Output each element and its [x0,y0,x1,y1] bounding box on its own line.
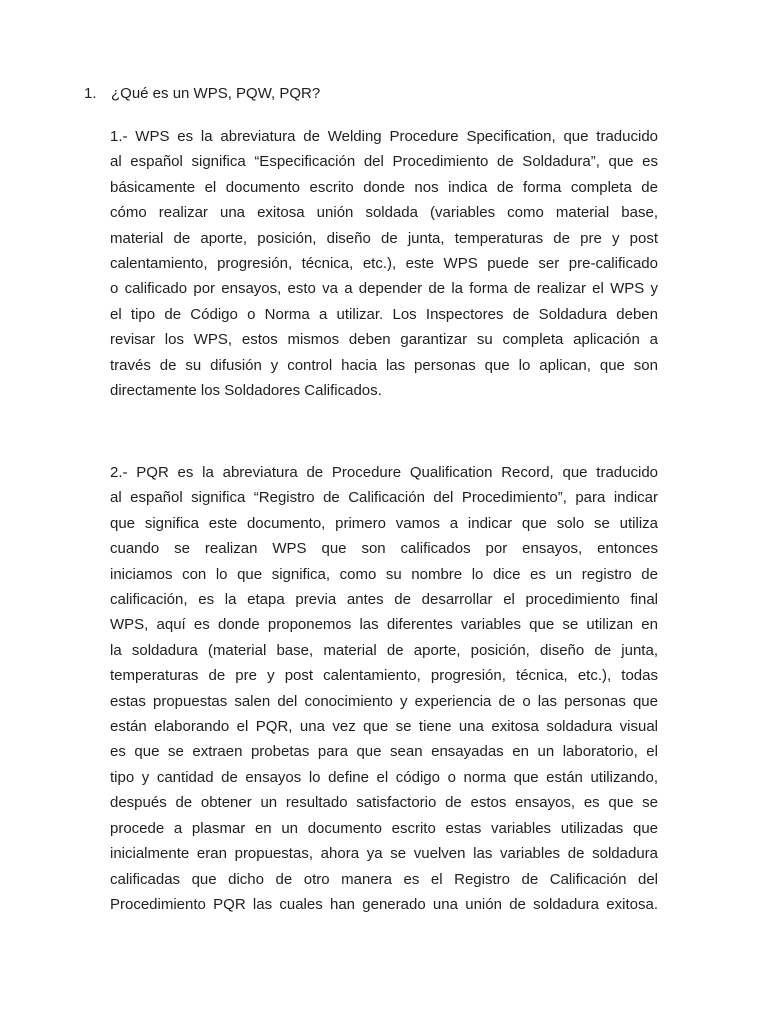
paragraph-line: después de obtener un resultado satisfactorio de estos ensayos, es que se [110,794,658,812]
paragraph-line: calentamiento, progresión, técnica, etc.), este WPS puede ser pre-calificado [110,255,658,273]
paragraph-line: procede a plasmar en un documento escrito estas variables utilizadas que [110,819,658,837]
paragraph-line: la soldadura (material base, material de aporte, posición, diseño de junta, [110,641,658,659]
paragraph-line: el tipo de Código o Norma a utilizar. Los Inspectores de Soldadura deben [110,305,658,323]
paragraph-line: cómo realizar una exitosa unión soldada (variables como material base, [110,204,658,222]
paragraph-line: calificación, es la etapa previa antes de desarrollar el procedimiento final [110,591,658,609]
paragraph-line: 1.- WPS es la abreviatura de Welding Procedure Specification, que traducido [110,128,658,145]
paragraph-line: calificadas que dicho de otro manera es el Registro de Calificación del [110,870,658,888]
paragraph-line: iniciamos con lo que significa, como su nombre lo dice es un registro de [110,565,658,583]
paragraph-line: al español significa “Registro de Calificación del Procedimiento”, para indicar [110,489,658,507]
paragraph-line: tipo y cantidad de ensayos lo define el código o norma que están utilizando, [110,768,658,786]
paragraph-pqr [110,460,658,917]
paragraph-line: estas propuestas salen del conocimiento y experiencia de o las personas que [110,692,658,710]
paragraph-line: WPS, aquí es donde proponemos las diferentes variables que se utilizan en [110,616,658,634]
paragraph-line: cuando se realizan WPS que son calificados por ensayos, entonces [110,540,658,558]
question-number: 1. [84,85,97,102]
paragraph-line: o calificado por ensayos, esto va a depender de la forma de realizar el WPS y [110,280,658,298]
paragraph-line: 2.- PQR es la abreviatura de Procedure Qualification Record, que traducido [110,464,658,481]
paragraph-line: través de su difusión y control hacia las personas que lo aplican, que son [110,356,658,374]
paragraph-line: revisar los WPS, estos mismos deben garantizar su completa aplicación a [110,331,658,349]
paragraph-line: que significa este documento, primero vamos a indicar que solo se utiliza [110,514,658,532]
paragraph-line: material de aporte, posición, diseño de junta, temperaturas de pre y post [110,229,658,247]
paragraph-wps [110,124,658,403]
paragraph-line: es que se extraen probetas para que sean ensayadas en un laboratorio, el [110,743,658,761]
paragraph-line: están elaborando el PQR, una vez que se tiene una exitosa soldadura visual [110,718,658,736]
paragraph-line: inicialmente eran propuestas, ahora ya se vuelven las variables de soldadura [110,845,658,863]
paragraph-line: directamente los Soldadores Calificados. [110,382,382,400]
paragraph-line: básicamente el documento escrito donde nos indica de forma completa de [110,178,658,196]
paragraph-line: temperaturas de pre y post calentamiento, progresión, técnica, etc.), todas [110,667,658,685]
paragraph-line: Procedimiento PQR las cuales han generado una unión de soldadura exitosa. [110,895,658,913]
question-text: ¿Qué es un WPS, PQW, PQR? [111,85,321,102]
question-heading [84,84,320,104]
paragraph-line: al español significa “Especificación del Procedimiento de Soldadura”, que es [110,153,658,171]
